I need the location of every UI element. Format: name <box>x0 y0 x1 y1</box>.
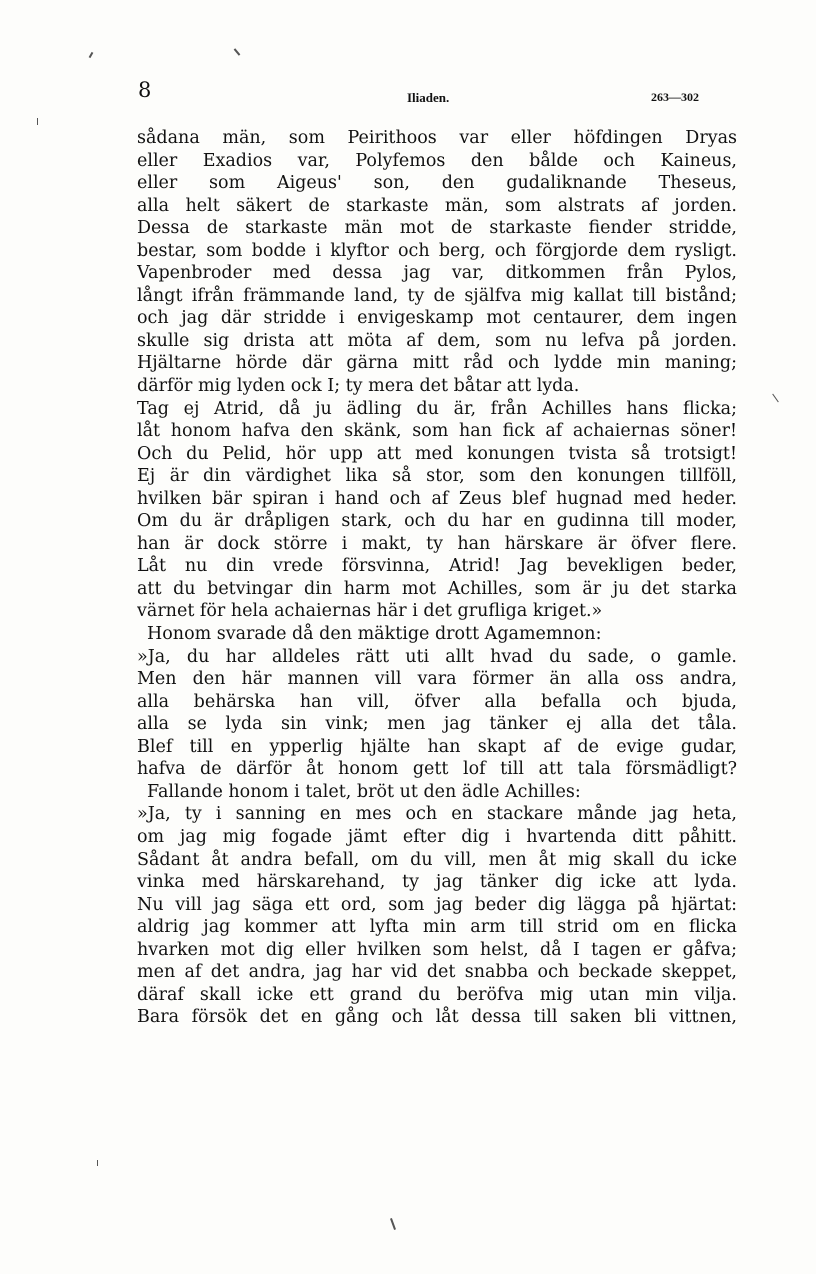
text-line: därför mig lyden ock I; ty mera det båtar att lyda. <box>137 376 580 397</box>
text-line: Blef till en ypperlig hjälte han skapt af de evige gudar, <box>137 736 737 757</box>
text-line: och jag där stridde i envigeskamp mot centaurer, dem ingen <box>137 308 737 329</box>
scan-speck <box>97 1160 98 1166</box>
scan-speck <box>772 394 779 403</box>
text-line: sådana män, som Peirithoos var eller höfdingen Dryas <box>137 128 737 148</box>
text-line: Hjältarne hörde där gärna mitt råd och lydde min maning; <box>137 353 737 374</box>
text-line: alla se lyda sin vink; men jag tänker ej alla det tåla. <box>137 714 737 735</box>
scan-speck <box>234 48 241 55</box>
text-line: aldrig jag kommer att lyfta min arm till strid om en flicka <box>137 917 737 938</box>
text-line: alla helt säkert de starkaste män, som alstrats af jorden. <box>137 195 737 216</box>
text-line: värnet för hela achaiernas här i det grufliga kriget.» <box>137 601 603 622</box>
text-line: »Ja, ty i sanning en mes och en stackare månde jag heta, <box>137 804 737 825</box>
scan-speck <box>390 1218 396 1230</box>
text-line: eller som Aigeus' son, den gudaliknande Theseus, <box>137 173 737 194</box>
text-line: han är dock större i makt, ty han härskare är öfver flere. <box>137 533 737 554</box>
text-line: långt ifrån främmande land, ty de själfva mig kallat till bistånd; <box>137 285 737 306</box>
text-line: Vapenbroder med dessa jag var, ditkommen från Pylos, <box>137 263 737 284</box>
scan-speck <box>37 118 38 125</box>
text-line: men af det andra, jag har vid det snabba och beckade skeppet, <box>137 962 737 983</box>
text-line: att du betvingar din harm mot Achilles, som är ju det starka <box>137 578 737 599</box>
poem-text <box>137 127 737 1029</box>
text-line: hvilken bär spiran i hand och af Zeus blef hugnad med heder. <box>137 488 737 509</box>
text-line: Dessa de starkaste män mot de starkaste fiender stridde, <box>137 218 737 239</box>
text-line: »Ja, du har alldeles rätt uti allt hvad du sade, o gamle. <box>137 646 737 667</box>
text-line: vinka med härskarehand, ty jag tänker dig icke att lyda. <box>137 872 737 893</box>
text-line: Bara försök det en gång och låt dessa till saken bli vittnen, <box>137 1007 737 1028</box>
line-range: 263—302 <box>651 90 699 104</box>
text-line: Och du Pelid, hör upp att med konungen tvista så trotsigt! <box>137 443 737 464</box>
text-line: hvarken mot dig eller hvilken som helst, då I tagen er gåfva; <box>137 939 737 960</box>
text-line: eller Exadios var, Polyfemos den bålde och Kaineus, <box>137 150 737 171</box>
text-line: om jag mig fogade jämt efter dig i hvartenda ditt påhitt. <box>137 826 737 847</box>
text-line: skulle sig drista att möta af dem, som nu lefva på jorden. <box>137 330 737 351</box>
text-line: hafva de därför åt honom gett lof till att tala försmädligt? <box>137 759 737 780</box>
text-line: Nu vill jag säga ett ord, som jag beder dig lägga på hjärtat: <box>137 894 737 915</box>
text-line: alla behärska han vill, öfver alla befalla och bjuda, <box>137 691 737 712</box>
text-line: Tag ej Atrid, då ju ädling du är, från Achilles hans flicka; <box>137 398 737 419</box>
text-line: Men den här mannen vill vara förmer än alla oss andra, <box>137 669 737 690</box>
scan-speck <box>89 52 94 58</box>
text-line: Om du är dråpligen stark, och du har en gudinna till moder, <box>137 511 737 532</box>
text-line: Låt nu din vrede försvinna, Atrid! Jag bevekligen beder, <box>137 556 737 577</box>
text-line: Honom svarade då den mäktige drott Agamemnon: <box>147 624 602 645</box>
text-line: bestar, som bodde i klyftor och berg, och förgjorde dem rysligt. <box>137 240 737 261</box>
text-line: Ej är din värdighet lika så stor, som den konungen tillföll, <box>137 466 737 487</box>
page-number: 8 <box>138 78 152 102</box>
text-line: låt honom hafva den skänk, som han fick af achaiernas söner! <box>137 421 737 442</box>
page-header <box>0 78 816 112</box>
text-line: däraf skall icke ett grand du beröfva mig utan min vilja. <box>137 984 737 1005</box>
text-line: Sådant åt andra befall, om du vill, men åt mig skall du icke <box>137 849 737 870</box>
text-line: Fallande honom i talet, bröt ut den ädle Achilles: <box>147 781 581 802</box>
running-title: Iliaden. <box>407 90 450 105</box>
